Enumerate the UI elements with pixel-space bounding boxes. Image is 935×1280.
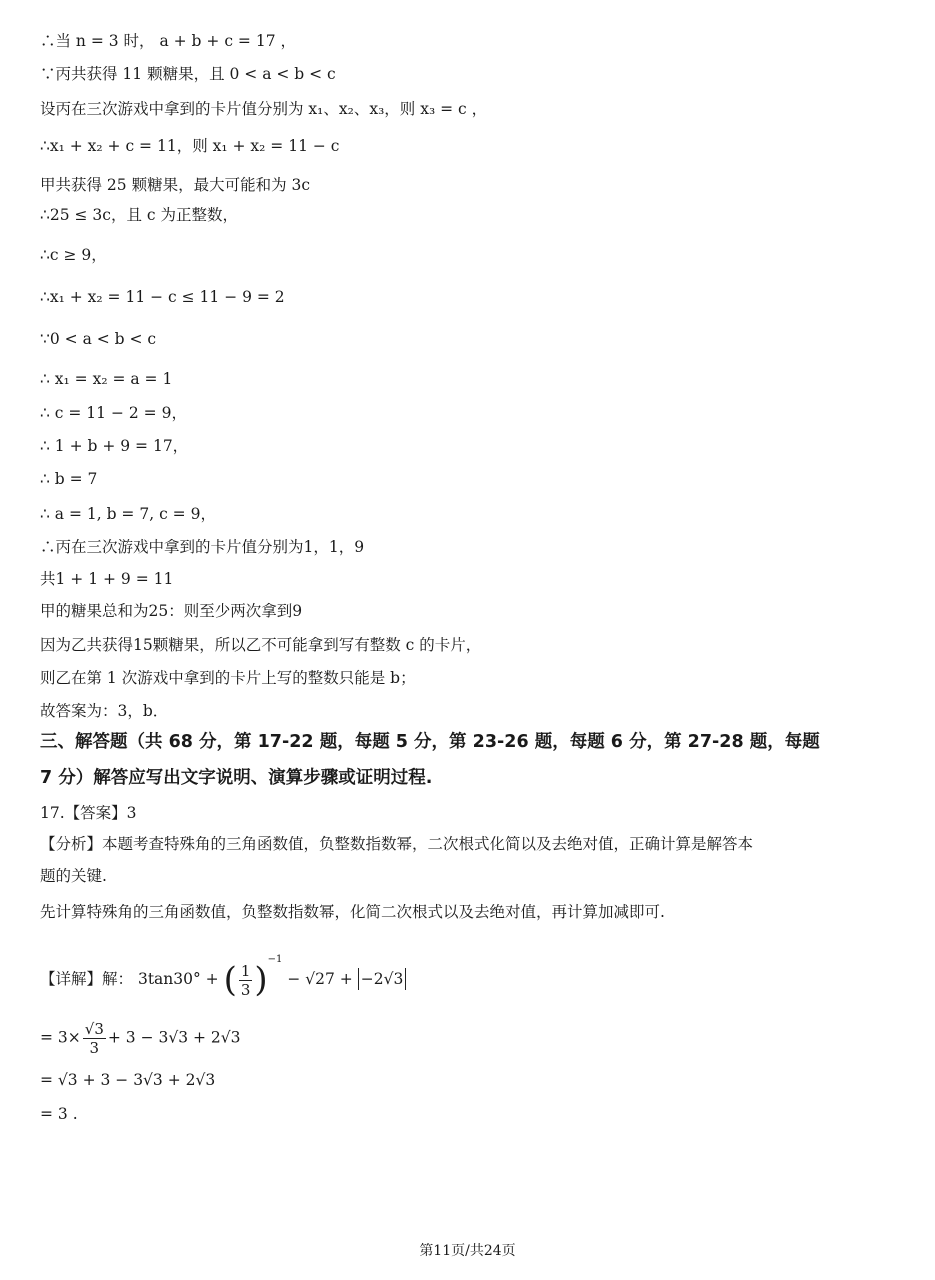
solution-line: ∴ x₁ = x₂ = a = 1	[40, 370, 173, 388]
q17-detail-expression: 【详解】解： 3tan30° + ( $\frac{1}{3}$ )$^{-1}$ − √27 + −2√3	[40, 950, 406, 999]
solution-line: ∴ 1 + b + 9 = 17，	[40, 437, 189, 455]
q17-step-1: = 3× $\frac{√3}{3}$ + 3 − 3√3 + 2√3	[40, 1020, 241, 1057]
section-heading-line-1: 三、解答题（共 68 分，第 17-22 题，每题 5 分，第 23-26 题，每题 6 分，第 27-28 题，每题	[40, 732, 820, 752]
solution-line: ∴ b = 7	[40, 470, 98, 488]
solution-line: 因为乙共获得15颗糖果，所以乙不可能拿到写有整数 c 的卡片，	[40, 636, 482, 654]
q17-step-3: = 3 .	[40, 1105, 78, 1123]
section-heading-line-2: 7 分）解答应写出文字说明、演算步骤或证明过程.	[40, 768, 433, 788]
solution-line: ∴ c = 11 − 2 = 9，	[40, 404, 187, 422]
q17-method: 先计算特殊角的三角函数值，负整数指数幂，化简二次根式以及去绝对值，再计算加减即可.	[40, 903, 665, 921]
solution-line: ∵0 < a < b < c	[40, 330, 157, 348]
solution-line: ∴丙在三次游戏中拿到的卡片值分别为1，1，9	[40, 538, 365, 556]
solution-line: ∴ a = 1, b = 7, c = 9，	[40, 505, 216, 523]
expr-part: − √27 +	[287, 970, 358, 988]
solution-line: 甲共获得 25 颗糖果，最大可能和为 3c	[40, 176, 311, 194]
solution-line: ∴x₁ + x₂ + c = 11，则 x₁ + x₂ = 11 − c	[40, 137, 340, 155]
solution-line: 共1 + 1 + 9 = 11	[40, 570, 174, 588]
solution-line: 设丙在三次游戏中拿到的卡片值分别为 x₁、x₂、x₃，则 x₃ = c ，	[40, 100, 488, 118]
q17-answer: 17.【答案】3	[40, 804, 137, 822]
page-footer: 第11页/共24页	[419, 1243, 516, 1259]
solution-line: 故答案为：3，b．	[40, 702, 169, 720]
detail-label: 【详解】解：	[40, 970, 134, 988]
solution-line: 甲的糖果总和为25：则至少两次拿到9	[40, 602, 303, 620]
solution-line: ∴25 ≤ 3c，且 c 为正整数，	[40, 206, 239, 224]
solution-line: ∵丙共获得 11 颗糖果，且 0 < a < b < c	[40, 65, 336, 83]
exponent: −1	[267, 954, 283, 965]
solution-line: ∴当 n = 3 时， a + b + c = 17 ，	[40, 32, 296, 50]
q17-analysis-1: 【分析】本题考查特殊角的三角函数值，负整数指数幂，二次根式化简以及去绝对值，正确计算是解答本	[40, 835, 754, 853]
fraction: $\frac{1}{3}$	[240, 961, 251, 999]
expr-part: 3tan30° +	[137, 970, 219, 988]
solution-line: ∴x₁ + x₂ = 11 − c ≤ 11 − 9 = 2	[40, 288, 285, 306]
solution-line: 则乙在第 1 次游戏中拿到的卡片上写的整数只能是 b；	[40, 669, 416, 687]
q17-analysis-2: 题的关键.	[40, 867, 107, 885]
q17-step-2: = √3 + 3 − 3√3 + 2√3	[40, 1071, 216, 1089]
solution-line: ∴c ≥ 9，	[40, 246, 107, 264]
fraction: $\frac{√3}{3}$	[84, 1020, 104, 1057]
absolute-value: −2√3	[358, 968, 407, 990]
